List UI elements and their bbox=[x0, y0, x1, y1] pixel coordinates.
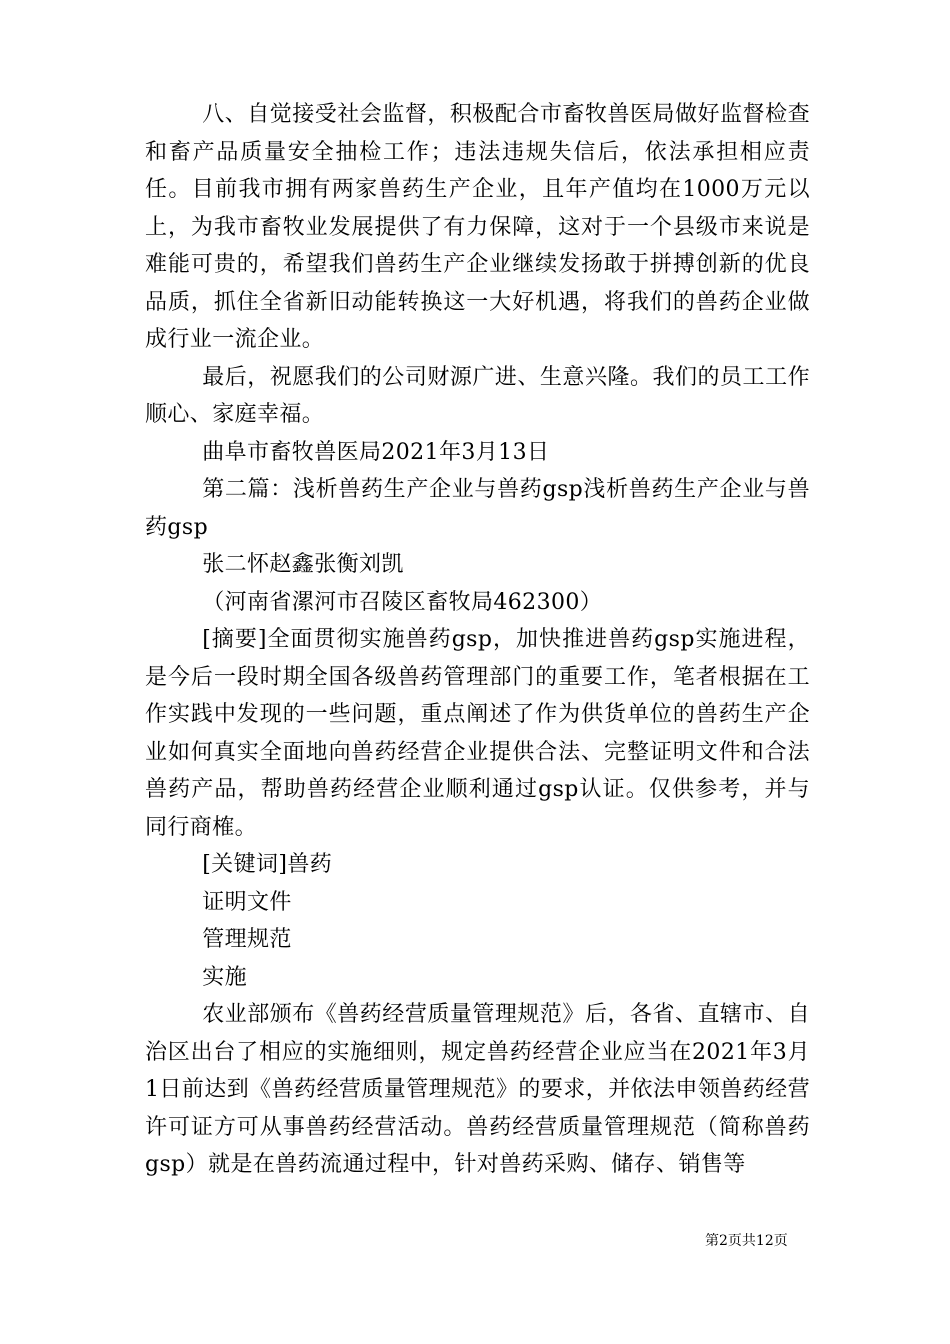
page-number: 第2页共12页 bbox=[705, 1233, 788, 1249]
abstract-paragraph: [摘要]全面贯彻实施兽药gsp，加快推进兽药gsp实施进程，是今后一段时期全国各级兽药管理部门的重要工作，笔者根据在工作实践中发现的一些问题，重点阐述了作为供货单位的兽药生产企业如何真实全面地向兽药经营企业提供合法、完整证明文件和合法兽药产品，帮助兽药经营企业顺利通过gsp认证。仅供参考，并与同行商榷。 bbox=[145, 627, 810, 840]
affiliation-line: （河南省漯河市召陵区畜牧局462300） bbox=[202, 589, 603, 615]
paragraph-closing-wishes: 最后，祝愿我们的公司财源广进、生意兴隆。我们的员工工作顺心、家庭幸福。 bbox=[145, 364, 810, 427]
body-paragraph-gsp: 农业部颁布《兽药经营质量管理规范》后，各省、直辖市、自治区出台了相应的实施细则，规定兽药经营企业应当在2021年3月1日前达到《兽药经营质量管理规范》的要求，并依法申领兽药经营许可证方可从事兽药经营活动。兽药经营质量管理规范（简称兽药gsp）就是在兽药流通过程中，针对兽药采购、储存、销售等 bbox=[145, 1002, 810, 1177]
keyword-item: 证明文件 bbox=[202, 889, 292, 915]
paragraph-supervision: 八、自觉接受社会监督，积极配合市畜牧兽医局做好监督检查和畜产品质量安全抽检工作；违法违规失信后，依法承担相应责任。目前我市拥有两家兽药生产企业，且年产值均在1000万元以上，为我市畜牧业发展提供了有力保障，这对于一个县级市来说是难能可贵的，希望我们兽药生产企业继续发扬敢于拼搏创新的优良品质，抓住全省新旧动能转换这一大好机遇，将我们的兽药企业做成行业一流企业。 bbox=[145, 102, 810, 352]
authors-line: 张二怀赵鑫张衡刘凯 bbox=[202, 552, 404, 577]
keyword-item: 管理规范 bbox=[202, 927, 292, 952]
signature-date-line: 曲阜市畜牧兽医局2021年3月13日 bbox=[202, 439, 550, 465]
second-article-title: 第二篇：浅析兽药生产企业与兽药gsp浅析兽药生产企业与兽药gsp bbox=[145, 477, 810, 540]
document-body bbox=[145, 96, 810, 1184]
keyword-item: 实施 bbox=[202, 964, 247, 990]
keywords-line: [关键词]兽药 bbox=[202, 852, 333, 877]
